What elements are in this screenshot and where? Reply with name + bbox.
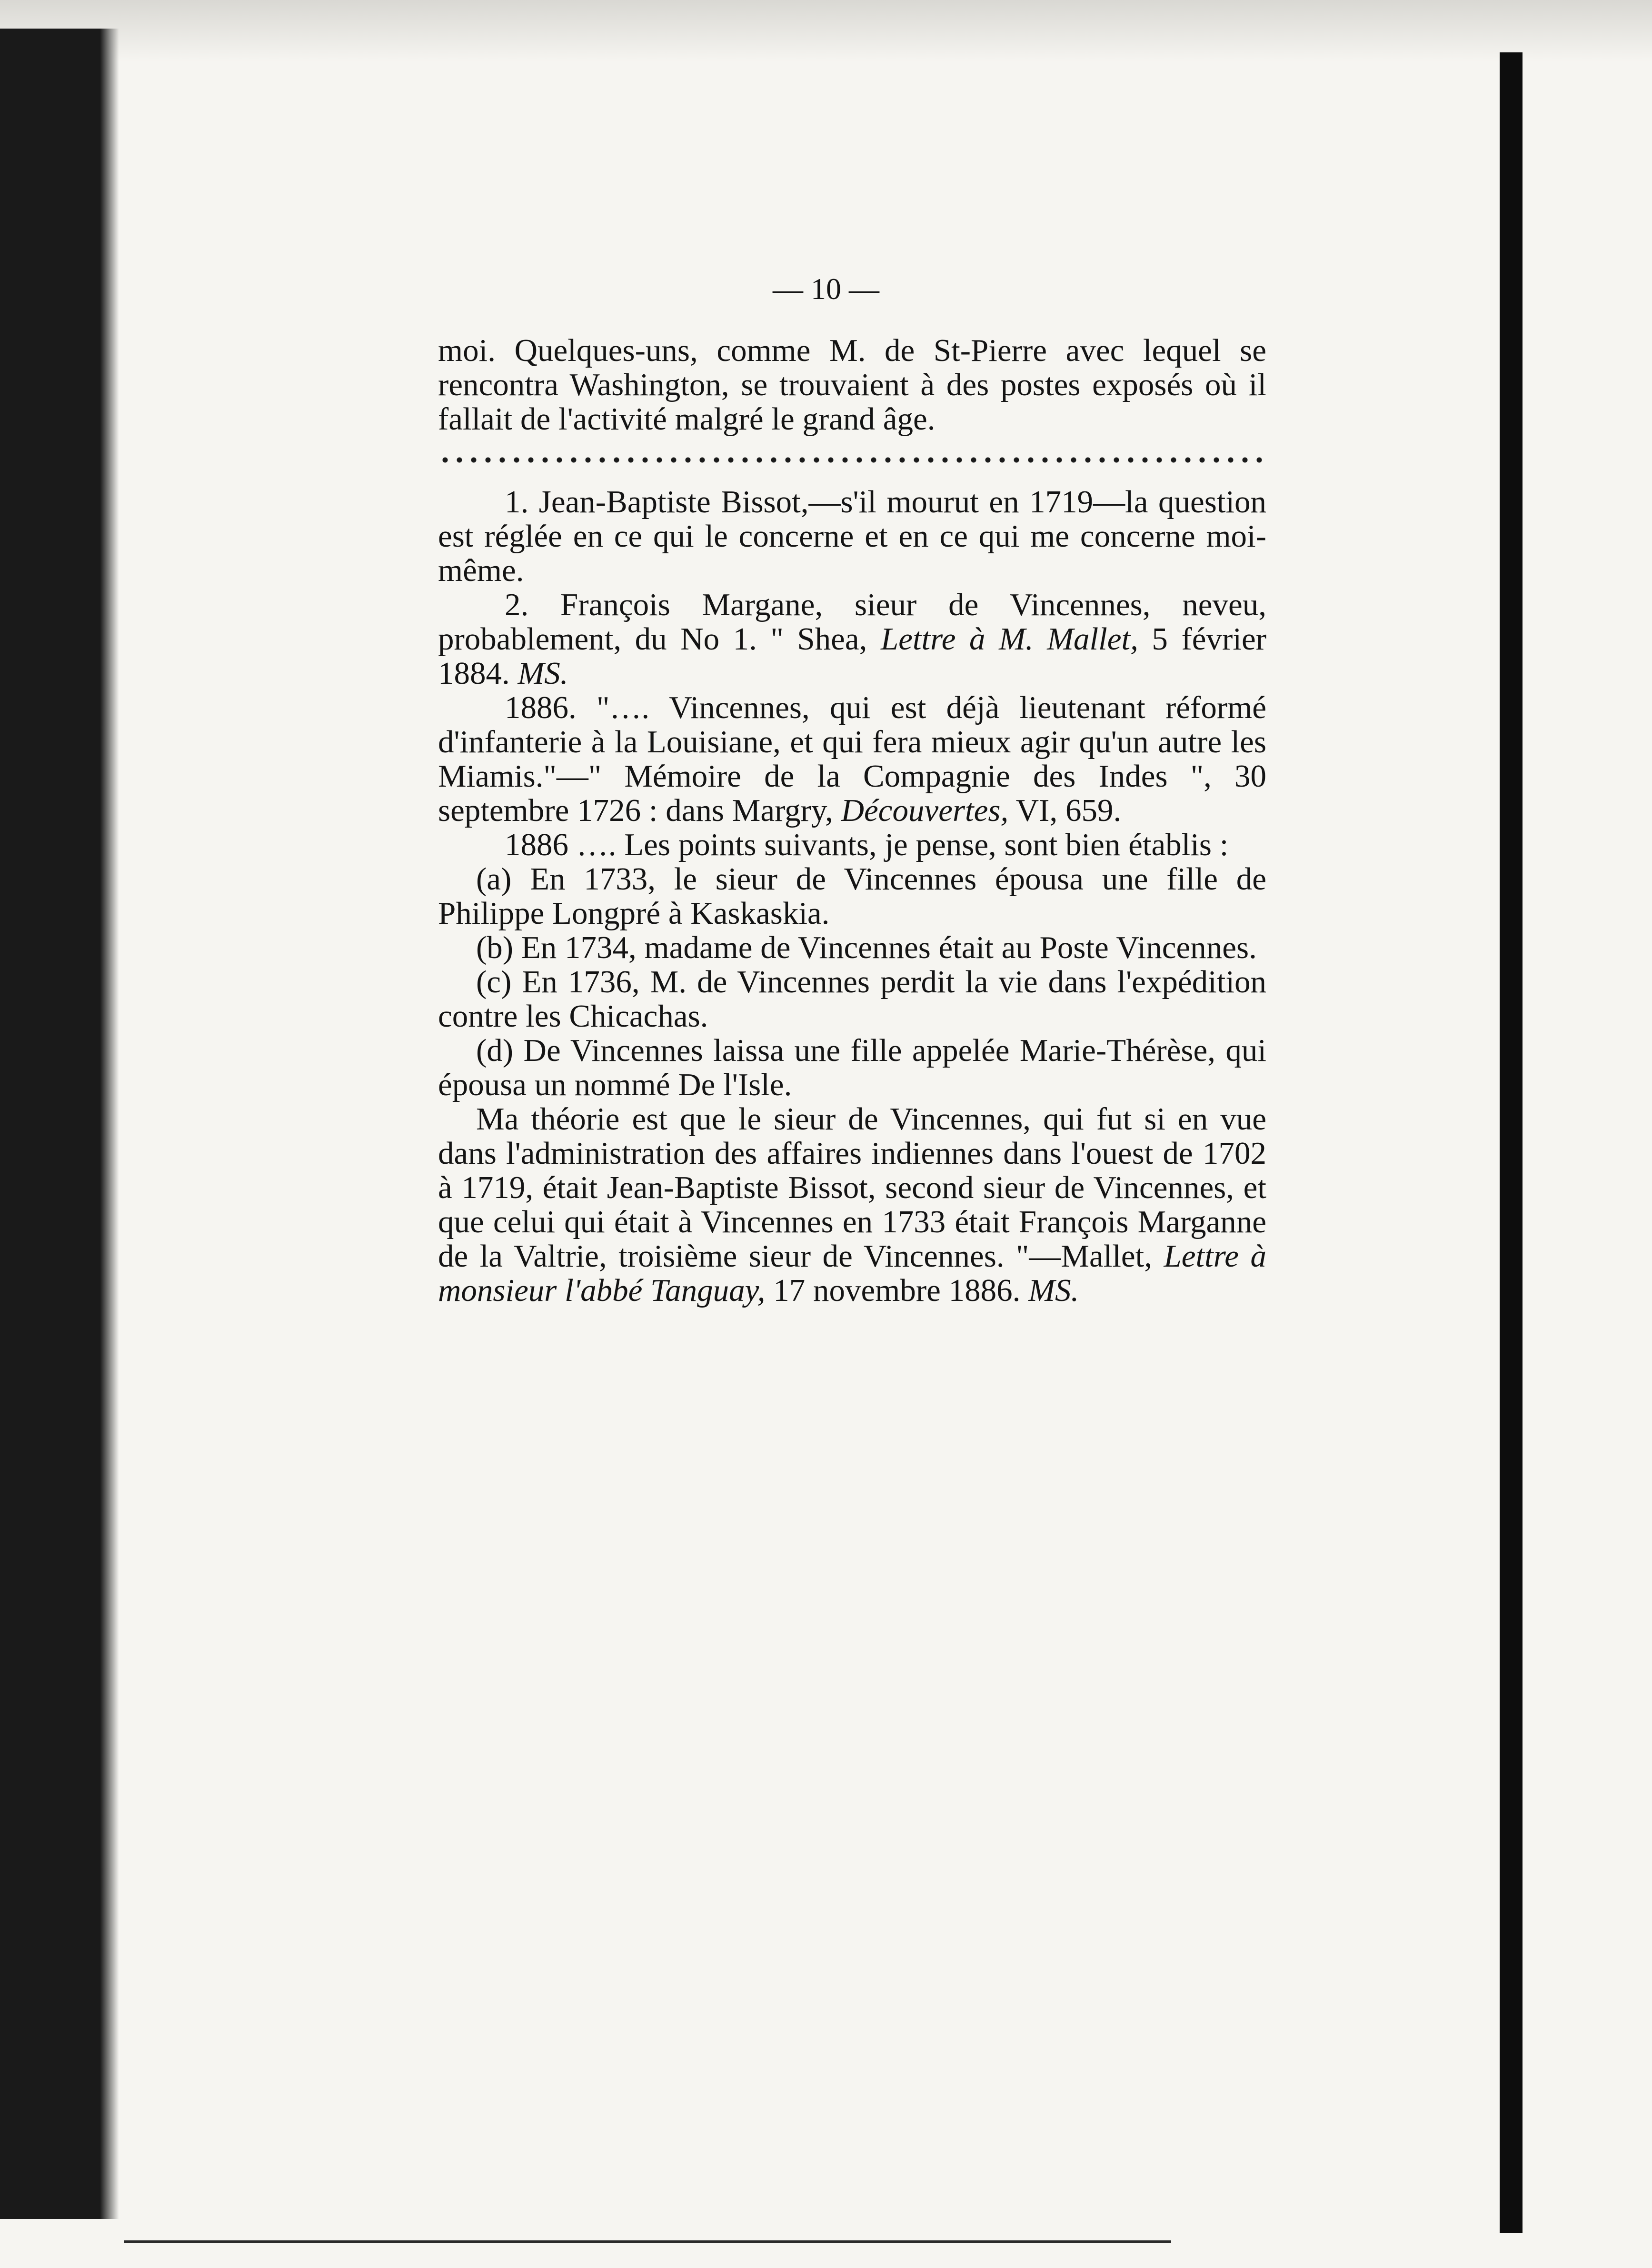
note-1: 1. Jean-Baptiste Bissot,—s'il mourut en 1719—la question est réglée en ce qui le concerne et en ce qui me concerne moi-même. [438,484,1266,588]
page-number: — 10 — [773,272,879,306]
point-d: (d) De Vincennes laissa une fille appelée Marie-Thérèse, qui épousa un nommé De l'Isle. [438,1033,1266,1102]
point-a: (a) En 1733, le sieur de Vincennes épousa une fille de Philippe Longpré à Kaskaskia. [438,861,1266,931]
intro-paragraph: moi. Quelques-uns, comme M. de St-Pierre avec lequel se rencontra Washington, se trouvaient à des postes exposés où il fallait de l'activité malgré le grand âge. [438,333,1266,437]
scan-right-edge-bar [1500,52,1523,2233]
dotted-separator [438,455,1266,465]
page-body [438,333,1266,1308]
point-b: (b) En 1734, madame de Vincennes était au Poste Vincennes. [476,930,1257,965]
scan-top-shadow [0,0,1652,62]
point-c: (c) En 1736, M. de Vincennes perdit la vie dans l'expédition contre les Chicachas. [438,964,1266,1034]
scan-bottom-rule [124,2240,1171,2243]
note-1886-memoire: 1886. "…. Vincennes, qui est déjà lieutenant réformé d'infanterie à la Louisiane, et qui fera mieux agir qu'un autre les Miamis."—" Mémoire de la Compagnie des Indes ", 30 septembre 1726 : dans Margry, Découvertes, VI, 659. [438,690,1266,828]
note-1886-points: 1886 …. Les points suivants, je pense, sont bien établis : [505,827,1229,862]
scan-left-binding-edge [0,29,119,2219]
note-2: 2. François Margane, sieur de Vincennes, neveu, probablement, du No 1. " Shea, Lettre à M. Mallet, 5 février 1884. MS. [438,587,1267,691]
theory-paragraph: Ma théorie est que le sieur de Vincennes, qui fut si en vue dans l'administration des affaires indiennes dans l'ouest de 1702 à 1719, était Jean-Baptiste Bissot, second sieur de Vincennes, et que celui qui était à Vincennes en 1733 était François Marganne de la Valtrie, troisième sieur de Vincennes. "—Mallet, Lettre à monsieur l'abbé Tanguay, 17 novembre 1886. MS. [438,1101,1266,1308]
